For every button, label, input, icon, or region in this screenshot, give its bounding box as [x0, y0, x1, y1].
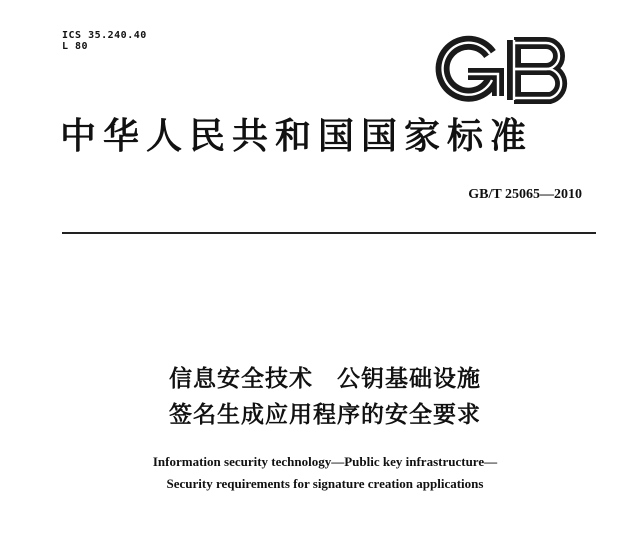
document-title-cn-line2: 签名生成应用程序的安全要求: [169, 402, 481, 428]
national-standard-title: 中华人民共和国国家标准: [60, 116, 534, 157]
ics-code: ICS 35.240.40: [62, 30, 147, 41]
document-title-cn-line1: 信息安全技术 公钥基础设施: [169, 366, 481, 392]
document-title-en-line1: Information security technology—Public key infrastructure—: [152, 454, 498, 469]
gb-logo: [428, 17, 578, 108]
gb-logo-text: GB: [428, 17, 453, 36]
document-title-en-line2: Security requirements for signature creation applications: [166, 476, 484, 491]
header-divider: [62, 232, 596, 234]
standard-number: GB/T 25065—2010: [468, 187, 582, 202]
ccs-code: L 80: [62, 41, 89, 52]
classification-codes: [62, 30, 147, 52]
